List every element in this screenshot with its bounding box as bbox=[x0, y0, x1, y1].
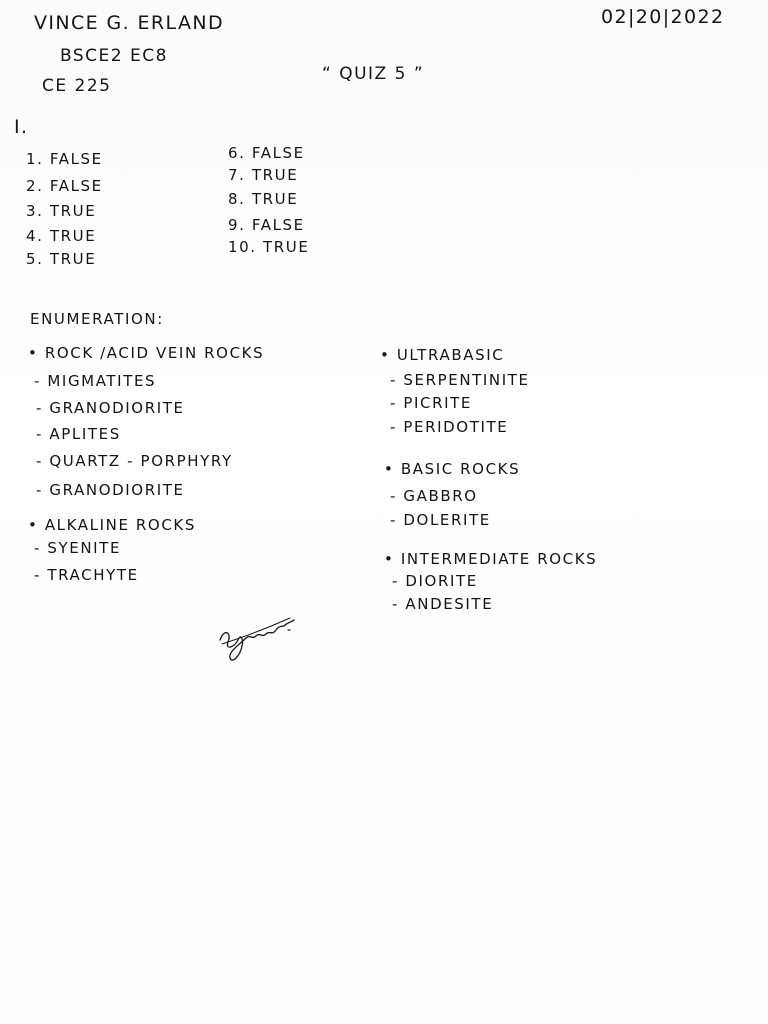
group-title: • ALKALINE ROCKS bbox=[28, 516, 196, 534]
answer-item: 7. TRUE bbox=[228, 166, 299, 184]
list-item: - DOLERITE bbox=[390, 511, 491, 529]
answer-item: 1. FALSE bbox=[26, 150, 103, 168]
list-item: - GRANODIORITE bbox=[36, 399, 185, 417]
list-item: - SYENITE bbox=[34, 539, 122, 557]
enumeration-heading: ENUMERATION: bbox=[30, 310, 164, 328]
date: 02|20|2022 bbox=[601, 6, 725, 28]
list-item: - GABBRO bbox=[390, 487, 478, 505]
signature-scribble bbox=[214, 610, 298, 668]
answer-item: 9. FALSE bbox=[228, 216, 305, 234]
list-item: - DIORITE bbox=[392, 572, 478, 590]
part-numeral: I. bbox=[14, 116, 29, 138]
answer-item: 4. TRUE bbox=[26, 227, 97, 245]
answer-item: 8. TRUE bbox=[228, 190, 299, 208]
answer-item: 10. TRUE bbox=[228, 238, 310, 256]
group-title: • ULTRABASIC bbox=[380, 346, 505, 364]
signature-icon bbox=[214, 610, 298, 668]
list-item: - QUARTZ - PORPHYRY bbox=[36, 452, 233, 470]
answer-item: 3. TRUE bbox=[26, 202, 97, 220]
quiz-title: “ QUIZ 5 ” bbox=[322, 64, 425, 84]
section-code: BSCE2 EC8 bbox=[60, 46, 168, 66]
list-item: - GRANODIORITE bbox=[36, 481, 185, 499]
answer-item: 5. TRUE bbox=[26, 250, 97, 268]
list-item: - ANDESITE bbox=[392, 595, 494, 613]
list-item: - PERIDOTITE bbox=[390, 418, 509, 436]
group-title: • ROCK /ACID VEIN ROCKS bbox=[28, 344, 265, 362]
student-name: VINCE G. ERLAND bbox=[34, 12, 224, 34]
list-item: - SERPENTINITE bbox=[390, 371, 530, 389]
list-item: - TRACHYTE bbox=[34, 566, 139, 584]
answer-item: 6. FALSE bbox=[228, 144, 305, 162]
group-title: • INTERMEDIATE ROCKS bbox=[384, 550, 598, 568]
answer-item: 2. FALSE bbox=[26, 177, 103, 195]
course-code: CE 225 bbox=[42, 76, 112, 96]
list-item: - APLITES bbox=[36, 425, 121, 443]
group-title: • BASIC ROCKS bbox=[384, 460, 521, 478]
list-item: - PICRITE bbox=[390, 394, 473, 412]
list-item: - MIGMATITES bbox=[34, 372, 157, 390]
